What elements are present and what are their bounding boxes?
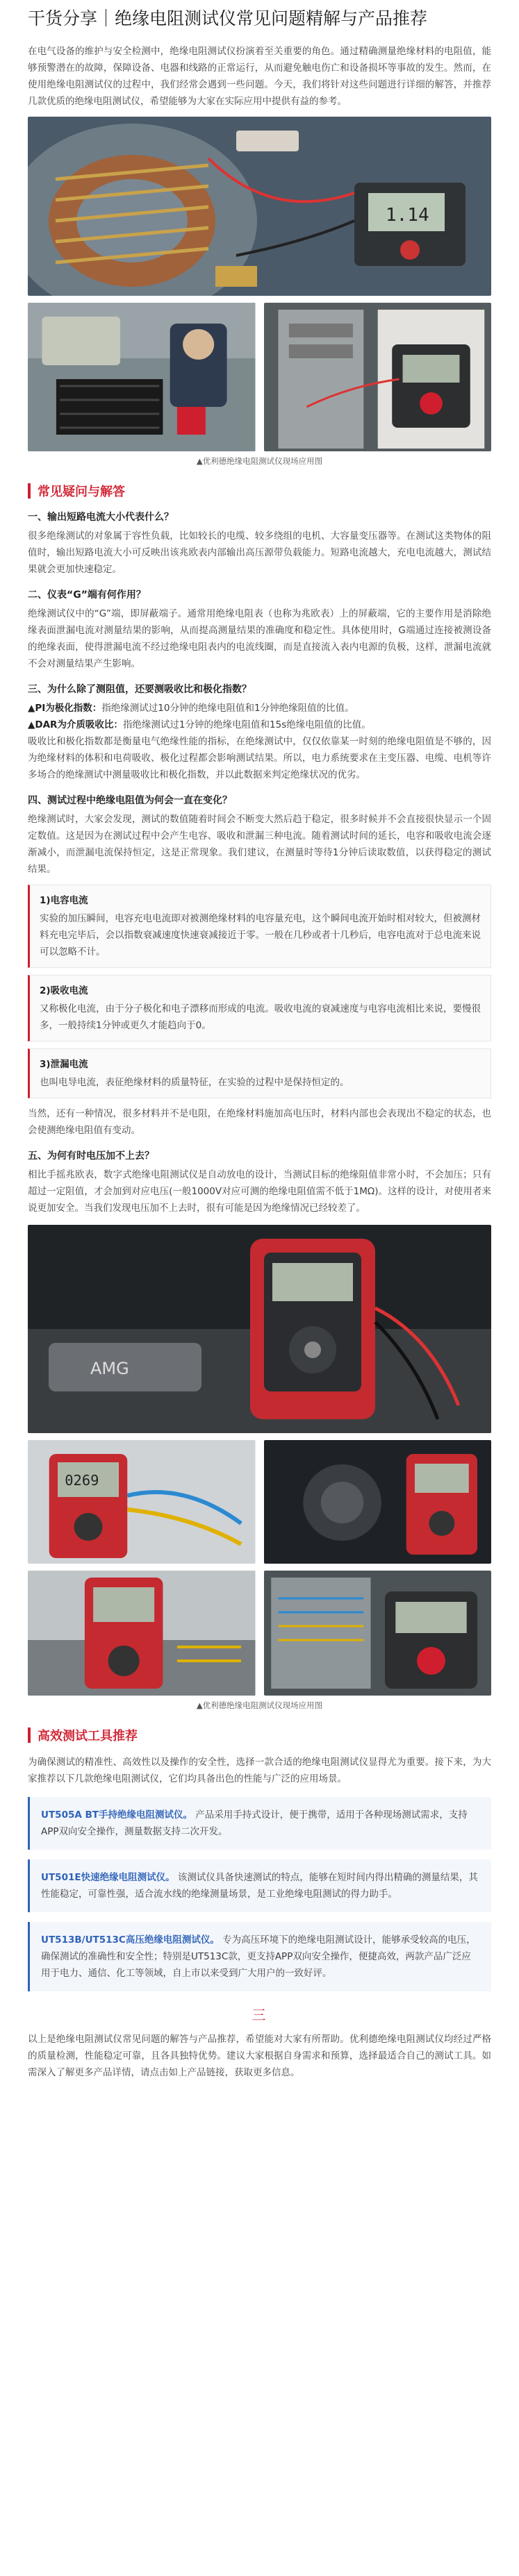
caption-photos-1: ▲优利德绝缘电阻测试仪现场应用图 bbox=[196, 456, 323, 466]
faq-answer-5: 相比手摇兆欧表，数字式绝缘电阻测试仪是自动放电的设计，当测试目标的绝缘阻值非常小时，不会加压；只有超过一定阻值，才会加到对应电压(一般1000V对应可测的绝缘电阻值需不低于1MΩ)。这样的设计，对使用者来说更加安全。当我们发现电压加不上去时，很有可能是因为绝缘情况已经较差了。 bbox=[28, 1169, 491, 1214]
product-ut501e: UT501E快速绝缘电阻测试仪。 该测试仪具备快速测试的特点，能够在短时间内得出精确的测量结果，其性能稳定，可靠性强，适合流水线的绝缘测量场景，是工业绝缘电阻测试的得力助手。 bbox=[28, 1859, 491, 1912]
product-ut505a: UT505A BT手持绝缘电阻测试仪。 产品采用手持式设计，便于携带，适用于各种现场测试需求，支持APP双向安全操作，测量数据支持二次开发。 bbox=[28, 1797, 491, 1850]
faq-question-1: 一、输出短路电流大小代表什么？ bbox=[28, 512, 174, 523]
product-link-ut505a[interactable]: UT505A BT手持绝缘电阻测试仪。 bbox=[41, 1809, 192, 1821]
section-bar bbox=[28, 1728, 31, 1743]
faq-answer-3: 吸收比和极化指数都是衡量电气绝缘性能的指标，在绝缘测试中，仅仅依靠某一时刻的绝缘电阻值是不够的，因为绝缘材料的体积和电荷吸收、极化过程都会影响测试结果。所以，电力系统要求在主变压器、电缆、电机等许多场合的绝缘测试中测量吸收比和极化指数，并以此数据来判定绝缘状况的优劣。 bbox=[28, 736, 491, 780]
faq-answer-4: 绝缘测试时，大家会发现，测试的数值随着时间会不断变大然后趋于稳定，很多时候并不会直接很快显示一个固定数值。这是因为在测试过程中会产生电容、吸收和泄漏三种电流。随着测试时间的延长，电容和吸收电流会逐渐减小，而泄漏电流保持恒定，这是正常现象。我们建议，在测量时等待1分钟后读取数值，以获得稳定的测试结果。 bbox=[28, 814, 491, 875]
capacitance-current-card: 1)电容电流 实验的加压瞬间，电容充电电流即对被测绝缘材料的电容量充电，这个瞬间电流开始时相对较大，但被测材料充电完毕后，会以指数衰减速度快速衰减接近于零。一般在几秒或者十几秒后，电容电流对于总电流来说可以忽略不计。 bbox=[28, 885, 491, 968]
faq-answer-1: 很多绝缘测试的对象属于容性负载，比如较长的电缆、较多绕组的电机、大容量变压器等。在测试这类物体的阻值时，输出短路电流大小可反映出该兆欧表内部输出高压源带负载能力。短路电流越大，充电电流越大，测试结果就会更加快速稳定。 bbox=[28, 530, 491, 575]
intro-paragraph: 在电气设备的维护与安全检测中，绝缘电阻测试仪扮演着至关重要的角色。通过精确测量绝缘材料的电阻值，能够预警潜在的故障，保障设备、电器和线路的正常运行，从而避免触电伤亡和设备损坏等事故的发生。然而，在使用绝缘电阻测试仪的过程中，我们经常会遇到一些问题。今天，我们将针对这些问题进行详细的解答，并推荐几款优质的绝缘电阻测试仪，希望能够为大家在实际应用中提供有益的参考。 bbox=[28, 46, 491, 107]
dar-definition: ▲DAR为介质吸收比：指绝缘测试过1分钟的绝缘电阻值和15s绝缘电阻值的比值。 bbox=[28, 719, 371, 730]
product-ut513: UT513B/UT513C高压绝缘电阻测试仪。 专为高压环境下的绝缘电阻测试设计，能够承受较高的电压，确保测试的准确性和安全性；特别是UT513C款，更支持APP双向安全操作，便捷高效，两款产品广泛应用于电力、通信、化工等领域，自上市以来受到广大用户的一致好评。 bbox=[28, 1922, 491, 1991]
product-link-ut513[interactable]: UT513B/UT513C高压绝缘电阻测试仪。 bbox=[41, 1934, 220, 1946]
absorption-current-card: 2)吸收电流 又称极化电流，由于分子极化和电子漂移而形成的电流。吸收电流的衰减速度与电容电流相比来说，要慢很多，一般持续1分钟或更久才能趋向于0。 bbox=[28, 975, 491, 1042]
faq-section-title: 常见疑问与解答 bbox=[28, 482, 491, 500]
faq-question-2: 二、仪表“G”端有何作用？ bbox=[28, 589, 146, 601]
photo-meter-cable bbox=[28, 1440, 256, 1564]
svg-text:AMG: AMG bbox=[90, 1359, 129, 1378]
pi-definition: ▲PI为极化指数：指绝缘测试过10分钟的绝缘电阻值和1分钟绝缘阻值的比值。 bbox=[28, 703, 354, 714]
svg-text:1.14: 1.14 bbox=[386, 205, 429, 226]
faq-question-5: 五、为何有时电压加不上去？ bbox=[28, 1151, 154, 1162]
svg-text:0269: 0269 bbox=[65, 1472, 99, 1489]
photo-cabinet-test bbox=[264, 303, 492, 451]
photo-meter-terminal bbox=[28, 1571, 256, 1696]
recommend-section-title: 高效测试工具推荐 bbox=[28, 1726, 491, 1744]
photo-transformer-test bbox=[28, 303, 256, 451]
product-link-ut501e[interactable]: UT501E快速绝缘电阻测试仪。 bbox=[41, 1872, 175, 1883]
leakage-current-card: 3)泄漏电流 也叫电导电流，表征绝缘材料的质量特征，在实验的过程中是保持恒定的。 bbox=[28, 1048, 491, 1098]
faq-question-3: 三、为什么除了测阻值，还要测吸收比和极化指数？ bbox=[28, 684, 252, 695]
hero-photo bbox=[28, 117, 491, 296]
page-title: 干货分享｜绝缘电阻测试仪常见问题精解与产品推荐 bbox=[28, 8, 428, 28]
photo-meter-ev-charger bbox=[264, 1440, 492, 1564]
faq-answer-4-tail: 当然，还有一种情况，很多材料并不是电阻，在绝缘材料施加高电压时，材料内部也会表现出不稳定的状态，也会使测绝缘电阻值有变动。 bbox=[28, 1108, 491, 1136]
caption-photos-2: ▲优利德绝缘电阻测试仪现场应用图 bbox=[196, 1700, 323, 1710]
photo-meter-engine bbox=[28, 1225, 491, 1433]
section-divider: 三 bbox=[252, 2007, 267, 2023]
faq-answer-2: 绝缘测试仪中的“G”端，即屏蔽端子。通常用绝缘电阻表（也称为兆欧表）上的屏蔽端，它的主要作用是消除绝缘表面泄漏电流对测量结果的影响，从而提高测量结果的准确度和稳定性。具体使用时，G端通过连接被测设备的绝缘表面，使得泄漏电流不经过绝缘电阻表内的电流线圈，而是直接流入表内电源的负极，这样，泄漏电流就不会对测量结果产生影响。 bbox=[28, 608, 491, 669]
faq-question-4: 四、测试过程中绝缘电阻值为何会一直在变化？ bbox=[28, 795, 232, 806]
photo-meter-panel bbox=[264, 1571, 492, 1696]
closing-paragraph: 以上是绝缘电阻测试仪常见问题的解答与产品推荐，希望能对大家有所帮助。优利德绝缘电阻测试仪均经过严格的质量检测，性能稳定可靠，且各具独特优势。建议大家根据自身需求和预算，选择最适合自己的测试工具。如需深入了解更多产品详情，请点击如上产品链接，获取更多信息。 bbox=[28, 2034, 491, 2078]
section-bar bbox=[28, 483, 31, 499]
recommend-intro: 为确保测试的精准性、高效性以及操作的安全性，选择一款合适的绝缘电阻测试仪显得尤为重要。接下来，为大家推荐以下几款绝缘电阻测试仪，它们均具备出色的性能与广泛的应用场景。 bbox=[28, 1757, 491, 1784]
